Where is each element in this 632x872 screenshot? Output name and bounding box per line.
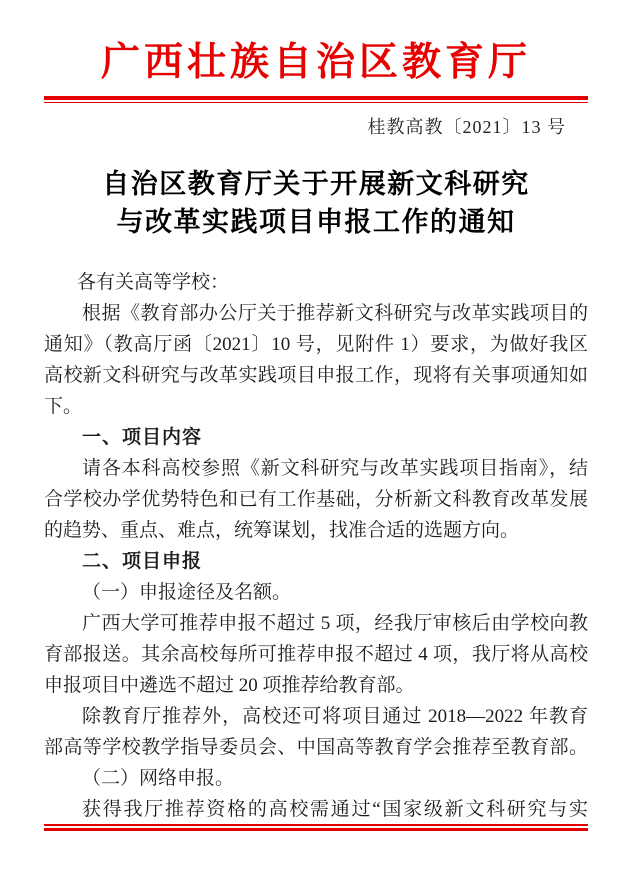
notice-title-line1: 自治区教育厅关于开展新文科研究 [102,169,530,199]
body-line: 根据《教育部办公厅关于推荐新文科研究与改革实践项目的 [82,303,588,324]
body-line: 高校新文科研究与改革实践项目申报工作，现将有关事项通知如 [44,365,588,386]
red-divider-bottom [44,824,588,831]
body-line: （一）申报途径及名额。 [82,582,292,603]
body-line: 育部报送。其余高校每所可推荐申报不超过 4 项，我厅将从高校 [44,644,588,665]
body-line: （二）网络申报。 [82,768,235,789]
red-divider-top-thin-bar [44,102,588,104]
section-heading: 一、项目内容 [82,427,203,448]
body-line: 申报项目中遴选不超过 20 项推荐给教育部。 [44,675,415,696]
body-line: 请各本科高校参照《新文科研究与改革实践项目指南》，结 [82,458,588,479]
notice-title [44,165,588,241]
body-line: 广西大学可推荐申报不超过 5 项，经我厅审核后由学校向教 [82,613,588,634]
agency-title: 广西壮族自治区教育厅 [100,41,531,84]
doc-number: 桂教高教〔2021〕13 号 [367,117,566,137]
red-divider-bottom-thick-bar [44,828,588,832]
body-line: 除教育厅推荐外，高校还可将项目通过 2018—2022 年教育 [82,706,588,727]
body-line: 通知》（教高厅函〔2021〕10 号，见附件 1）要求，为做好我区 [44,334,588,355]
notice-body [44,267,588,825]
body-line: 的趋势、重点、难点，统筹谋划，找准合适的选题方向。 [44,520,520,541]
notice-title-line2: 与改革实践项目申报工作的通知 [116,207,516,237]
body-line: 获得我厅推荐资格的高校需通过“国家级新文科研究与实 [82,799,588,820]
body-line: 各有关高等学校： [77,272,230,293]
body-line: 部高等学校教学指导委员会、中国高等教育学会推荐至教育部。 [44,737,588,758]
section-heading: 二、项目申报 [82,551,203,572]
red-divider-top [44,96,588,103]
body-line: 下。 [44,396,83,417]
body-line: 合学校办学优势特色和已有工作基础，分析新文科教育改革发展 [44,489,588,510]
